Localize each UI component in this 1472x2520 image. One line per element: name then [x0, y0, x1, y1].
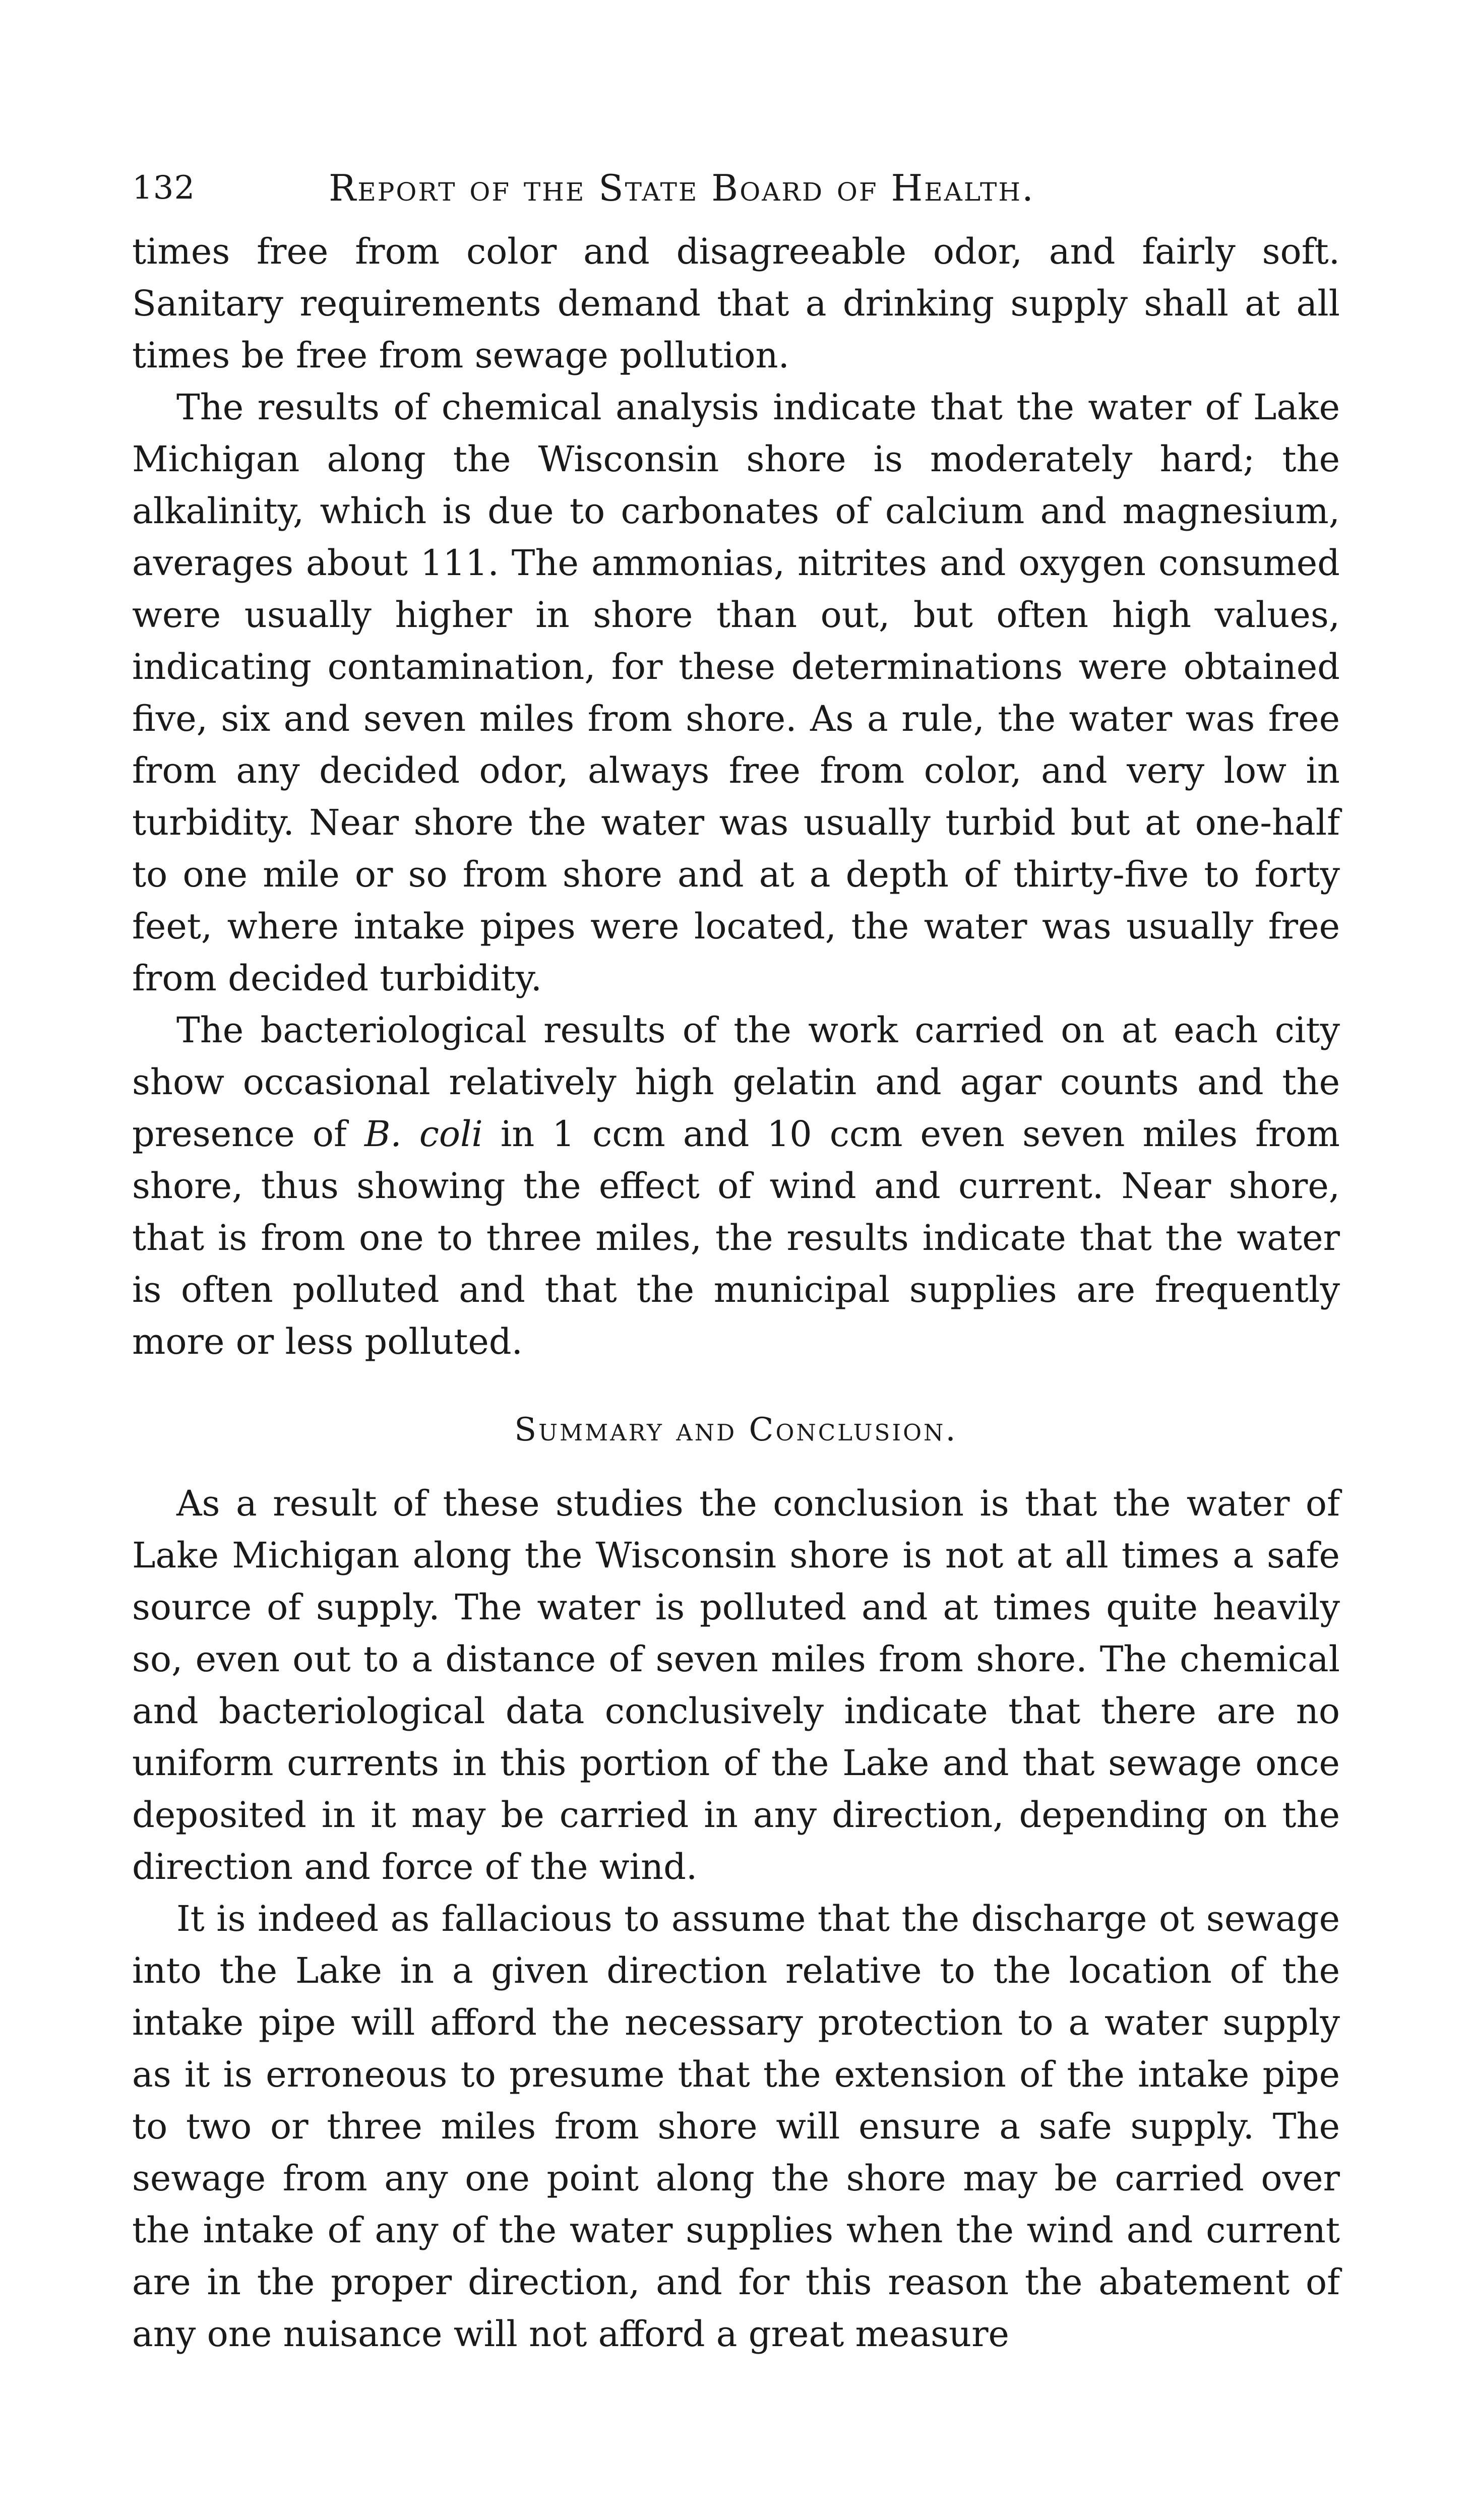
body-text — [132, 226, 1340, 2360]
paragraph-conclusion: As a result of these studies the conclusion is that the water of Lake Michigan along the Wisconsin shore is not at all times a safe source of supply. The water is polluted and at times quite heavily so, even out to a distance of seven miles from shore. The chemical and bacteriological data conclusively indicate that there are no uniform currents in this portion of the Lake and that sewage once deposited in it may be carried in any direction, depending on the direction and force of the wind. — [132, 1483, 1340, 1887]
paragraph-text-after: in 1 ccm and 10 ccm even seven miles from shore, thus showing the effect of wind and current. Near shore, that is from one to three miles, the results indicate that the water is often polluted and that the municipal supplies are frequently more or less polluted. — [132, 1113, 1340, 1362]
species-name: B. coli — [364, 1113, 483, 1155]
paragraph-text-before: The bacteriological results of the work carried on at each city show occasional relatively high gelatin and agar counts and the presence of — [132, 1010, 1340, 1155]
running-head — [132, 160, 1340, 216]
page-number: 132 — [132, 169, 196, 207]
paragraph-continuation: times free from color and disagreeable odor, and fairly soft. Sanitary requirements demand that a drinking supply shall at all times be free from sewage pollution. — [132, 231, 1340, 376]
paragraph-fallacy: It is indeed as fallacious to assume that the discharge ot sewage into the Lake in a given direction relative to the location of the intake pipe will afford the necessary protection to a water supply as it is erroneous to presume that the extension of the intake pipe to two or three miles from shore will ensure a safe supply. The sewage from any one point along the shore may be carried over the intake of any of the water supplies when the wind and current are in the proper direction, and for this reason the abatement of any one nuisance will not afford a great measure — [132, 1898, 1340, 2355]
paragraph-bacteriological-results — [132, 1004, 1340, 1368]
running-title: Report of the State Board of Health. — [329, 167, 1035, 209]
document-page — [132, 160, 1340, 2360]
paragraph-chemical-analysis: The results of chemical analysis indicate that the water of Lake Michigan along the Wisconsin shore is moderately hard; the alkalinity, which is due to carbonates of calcium and magnesium, averages about 111. The ammonias, nitrites and oxygen consumed were usually higher in shore than out, but often high values, indicating contamination, for these determinations were obtained five, six and seven miles from shore. As a rule, the water was free from any decided odor, always free from color, and very low in turbidity. Near shore the water was usually turbid but at one-half to one mile or so from shore and at a depth of thirty-five to forty feet, where intake pipes were located, the water was usually free from decided turbidity. — [132, 387, 1340, 999]
section-heading: Summary and Conclusion. — [514, 1411, 958, 1448]
